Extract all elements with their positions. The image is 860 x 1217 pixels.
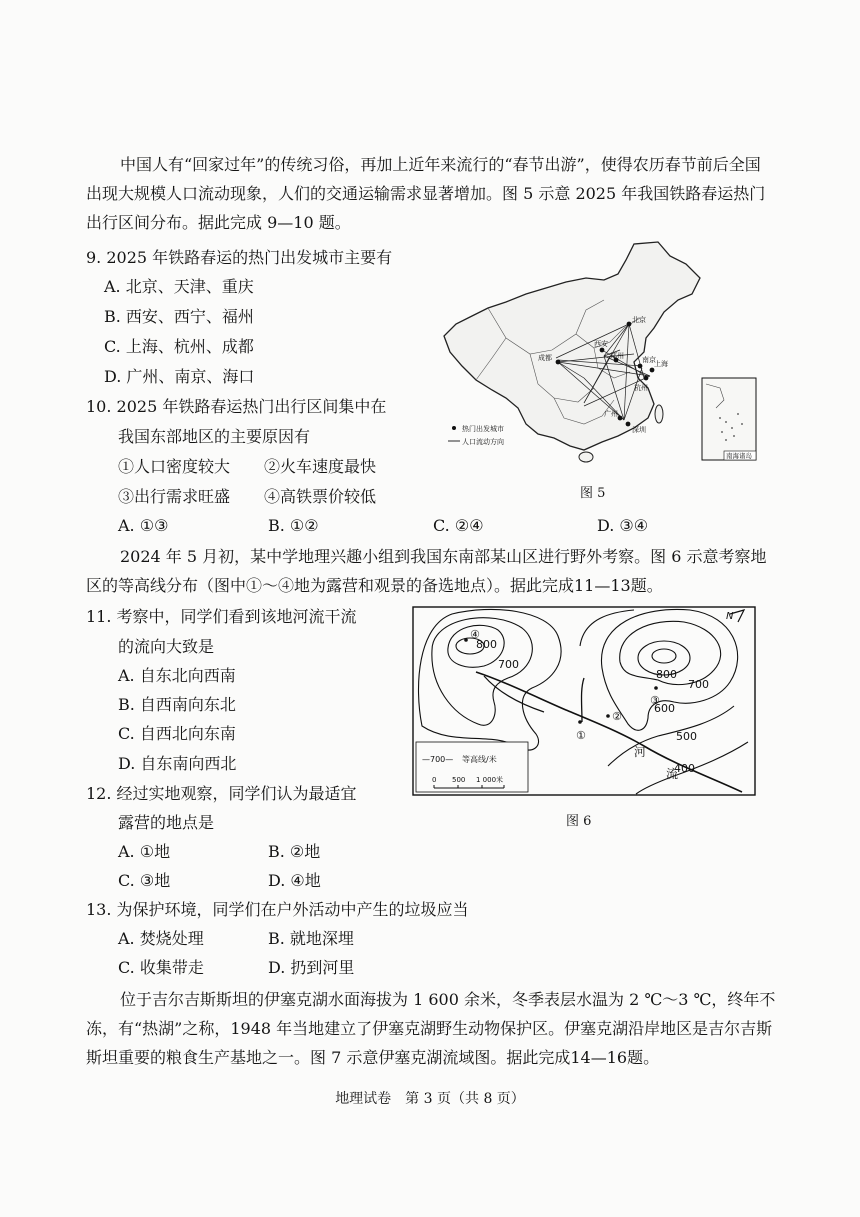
intro-paragraph-3: 位于吉尔吉斯斯坦的伊塞克湖水面海拔为 1 600 余米，冬季表层水温为 2 ℃～3 ℃，终年不冻，有“热湖”之称，1948 年当地建立了伊塞克湖野生动物保护区。伊塞克湖沿岸地区是吉尔吉斯斯坦重要的粮食生产基地之一。图 7 示意伊塞克湖流域图。据此完成14—16题。 <box>86 990 776 1067</box>
question-9-option-d: D. 广州、南京、海口 <box>104 367 255 386</box>
point-3: ③ <box>650 694 660 707</box>
legend-label: 等高线/米 <box>462 755 497 764</box>
contour-label-800-west: 800 <box>476 638 497 651</box>
river-label-1: 河 <box>634 745 647 759</box>
question-12-option-d: D. ④地 <box>268 871 321 890</box>
city-dot-beijing <box>627 322 632 327</box>
question-10-option-b: B. ①② <box>268 516 319 535</box>
question-13-option-a: A. 焚烧处理 <box>118 929 204 948</box>
legend-city-label: 热门出发城市 <box>462 425 504 433</box>
city-label-xian: 西安 <box>594 340 608 348</box>
point-1: ① <box>576 729 586 742</box>
city-dot-guangzhou <box>618 416 623 421</box>
question-10-item-1: ①人口密度较大 <box>118 457 231 476</box>
question-10-item-2: ②火车速度最快 <box>264 457 377 476</box>
city-dot-shanghai <box>650 368 655 373</box>
question-10-option-d: D. ③④ <box>597 516 649 535</box>
question-13-option-d: D. 扔到河里 <box>268 958 355 977</box>
question-10-option-a: A. ①③ <box>118 516 169 535</box>
city-label-nanjing: 南京 <box>642 356 656 364</box>
question-10-item-4: ④高铁票价较低 <box>264 487 377 506</box>
question-11-option-b: B. 自西南向东北 <box>118 695 236 714</box>
city-label-beijing: 北京 <box>632 316 646 324</box>
city-dot-shenzhen <box>626 422 631 427</box>
question-10-option-c: C. ②④ <box>433 516 484 535</box>
question-13-option-b: B. 就地深埋 <box>268 929 354 948</box>
question-9-stem: 9. 2025 年铁路春运的热门出发城市主要有 <box>86 248 393 267</box>
city-dot-chengdu <box>556 360 561 365</box>
question-13-option-c: C. 收集带走 <box>118 958 204 977</box>
question-12-option-a: A. ①地 <box>118 842 171 861</box>
figure-5-china-migration-map <box>434 238 766 466</box>
legend-city-dot <box>452 426 456 430</box>
scale-0: 0 <box>432 776 437 784</box>
contour-label-800-east: 800 <box>656 668 677 681</box>
city-label-shanghai: 上海 <box>654 360 668 368</box>
question-9-option-c: C. 上海、杭州、成都 <box>104 337 254 356</box>
contour-label-600: 600 <box>654 702 675 715</box>
city-dot-hangzhou <box>644 376 649 381</box>
question-11-option-d: D. 自东南向西北 <box>118 754 237 773</box>
city-label-guangzhou: 广州 <box>604 410 618 418</box>
legend-flow-label: 人口流动方向 <box>462 438 504 446</box>
city-label-hangzhou: 杭州 <box>634 384 648 392</box>
figure-6-contour-map <box>412 606 756 796</box>
contour-label-400: 400 <box>674 762 695 775</box>
scale-1000: 1 000米 <box>476 776 504 784</box>
intro-paragraph-2: 2024 年 5 月初，某中学地理兴趣小组到我国东南部某山区进行野外考察。图 6 示意考察地区的等高线分布（图中①～④地为露营和观景的备选地点）。据此完成11—13题。 <box>86 547 767 595</box>
legend-box <box>416 742 528 792</box>
question-12-option-b: B. ②地 <box>268 842 321 861</box>
city-label-shenzhen: 深圳 <box>632 426 646 434</box>
hainan-island <box>579 452 593 462</box>
question-10-stem-line2: 我国东部地区的主要原因有 <box>118 427 311 446</box>
question-11-option-a: A. 自东北向西南 <box>118 666 236 685</box>
north-label: N <box>726 611 734 622</box>
page-footer: 地理试卷 第 3 页（共 8 页） <box>335 1091 525 1107</box>
question-9-option-b: B. 西安、西宁、福州 <box>104 307 254 326</box>
question-11-stem-line2: 的流向大致是 <box>118 637 215 656</box>
city-label-zhengzhou: 郑州 <box>610 352 624 360</box>
taiwan-island <box>655 405 663 423</box>
question-12-stem-line1: 12. 经过实地观察，同学们认为最适宜 <box>86 784 357 803</box>
question-11-stem-line1: 11. 考察中，同学们看到该地河流干流 <box>86 607 357 626</box>
river-label-2: 流 <box>666 767 679 781</box>
figure-5-caption: 图 5 <box>580 486 606 501</box>
question-12-option-c: C. ③地 <box>118 871 171 890</box>
question-11-option-c: C. 自西北向东南 <box>118 724 236 743</box>
point-4: ④ <box>470 628 480 641</box>
city-label-chengdu: 成都 <box>538 354 552 362</box>
question-13-stem: 13. 为保护环境，同学们在户外活动中产生的垃圾应当 <box>86 900 469 919</box>
question-9-option-a: A. 北京、天津、重庆 <box>104 277 254 296</box>
contour-label-700-east: 700 <box>688 678 709 691</box>
scale-500: 500 <box>452 776 466 784</box>
legend-symbol: —700— <box>422 755 454 764</box>
contour-label-500: 500 <box>676 730 697 743</box>
inset-label: 南海诸岛 <box>726 452 752 460</box>
city-dot-xian <box>600 348 605 353</box>
intro-paragraph-1: 中国人有“回家过年”的传统习俗，再加上近年来流行的“春节出游”，使得农历春节前后全国出现大规模人口流动现象，人们的交通运输需求显著增加。图 5 示意 2025 年我国铁路春运热门出行区间分布。据此完成 9—10 题。 <box>86 155 766 232</box>
point-2: ② <box>612 710 622 723</box>
question-12-stem-line2: 露营的地点是 <box>118 813 215 832</box>
question-10-stem-line1: 10. 2025 年铁路春运热门出行区间集中在 <box>86 397 387 416</box>
city-dot-nanjing <box>638 364 643 369</box>
figure-6-caption: 图 6 <box>566 814 592 829</box>
contour-label-700-west: 700 <box>498 658 519 671</box>
question-10-item-3: ③出行需求旺盛 <box>118 487 231 506</box>
south-china-sea-inset <box>702 378 756 460</box>
